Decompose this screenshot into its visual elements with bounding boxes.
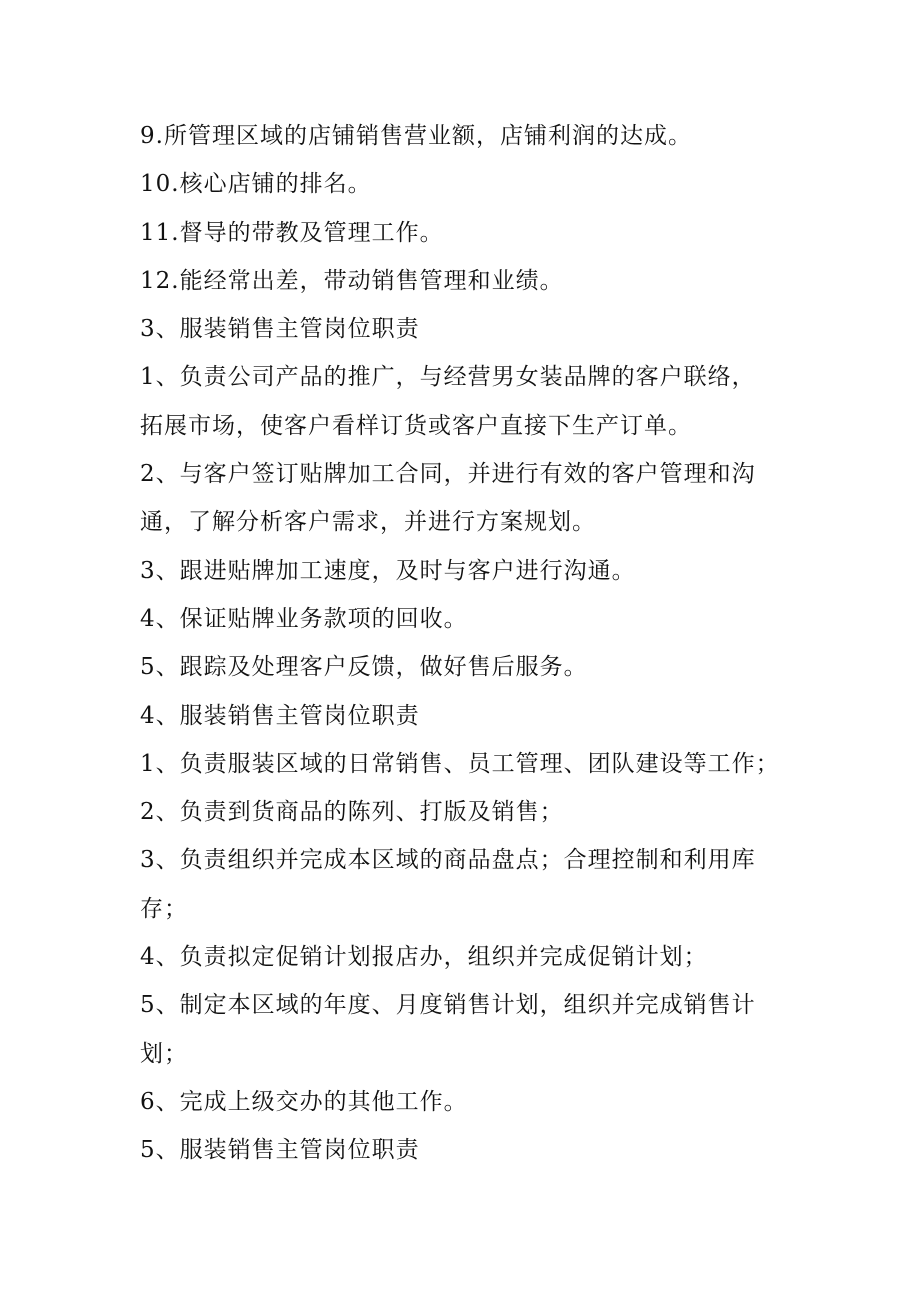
text-line: 2、负责到货商品的陈列、打版及销售；: [140, 799, 564, 826]
text-line: 拓展市场，使客户看样订货或客户直接下生产订单。: [140, 412, 692, 439]
text-line: 3、负责组织并完成本区域的商品盘点；合理控制和利用库: [140, 847, 756, 874]
text-line: 划；: [140, 1040, 188, 1067]
text-line: 通，了解分析客户需求，并进行方案规划。: [140, 509, 596, 536]
text-line: 9.所管理区域的店铺销售营业额，店铺利润的达成。: [140, 123, 692, 149]
text-line: 4、负责拟定促销计划报店办，组织并完成促销计划；: [140, 944, 708, 971]
text-line: 2、与客户签订贴牌加工合同，并进行有效的客户管理和沟: [140, 461, 756, 488]
section-heading: 5、服装销售主管岗位职责: [140, 1137, 420, 1164]
document-body: [140, 112, 800, 1175]
text-line: 4、保证贴牌业务款项的回收。: [140, 605, 468, 632]
text-line: 10.核心店铺的排名。: [140, 171, 372, 198]
text-line: 3、跟进贴牌加工速度，及时与客户进行沟通。: [140, 557, 636, 584]
text-line: 5、跟踪及处理客户反馈，做好售后服务。: [140, 654, 588, 681]
text-line: 11.督导的带教及管理工作。: [140, 219, 444, 246]
text-line: 5、制定本区域的年度、月度销售计划，组织并完成销售计: [140, 992, 756, 1019]
text-line: 6、完成上级交办的其他工作。: [140, 1088, 468, 1115]
text-line: 存；: [140, 895, 188, 922]
text-line: 1、负责服装区域的日常销售、员工管理、团队建设等工作；: [140, 750, 780, 777]
text-line: 1、负责公司产品的推广，与经营男女装品牌的客户联络，: [140, 364, 756, 391]
section-heading: 3、服装销售主管岗位职责: [140, 316, 420, 343]
text-line: 12.能经常出差，带动销售管理和业绩。: [140, 267, 564, 294]
section-heading: 4、服装销售主管岗位职责: [140, 702, 420, 729]
